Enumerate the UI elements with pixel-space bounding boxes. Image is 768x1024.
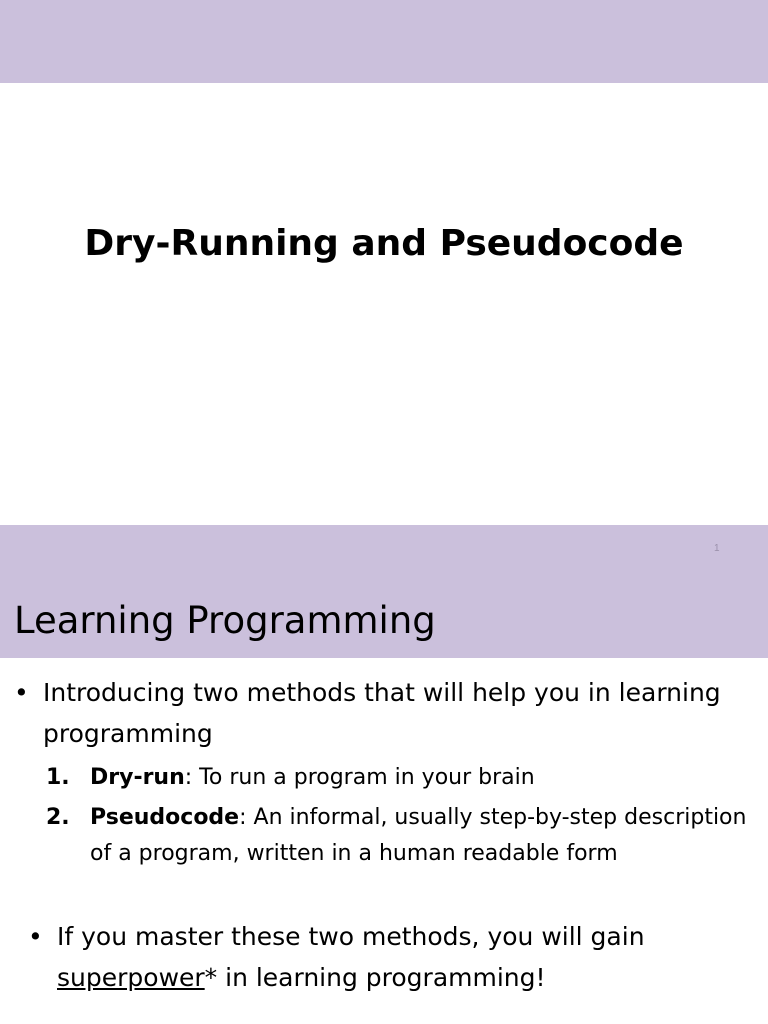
bullet-text-after: * in learning programming! [204, 963, 546, 992]
bullet-text: Introducing two methods that will help you in learning programming [43, 678, 721, 748]
item-description: : To run a program in your brain [184, 765, 535, 790]
bullet-text [28, 916, 758, 998]
slide-title: Dry-Running and Pseudocode [84, 223, 684, 264]
bullet-item [14, 672, 754, 754]
item-number: 2. [46, 805, 70, 830]
item-number: 1. [46, 765, 70, 790]
section-title: Learning Programming [14, 599, 436, 642]
top-header-band [0, 0, 768, 83]
numbered-item-pseudocode [46, 800, 758, 872]
bullet-icon: • [14, 678, 29, 707]
numbered-item-dry-run [46, 760, 758, 796]
bullet-icon: • [28, 922, 43, 951]
item-term: Dry-run [90, 765, 185, 790]
bullet-item-superpower [28, 916, 758, 998]
item-description: : An informal, usually step-by-step description of a program, written in a human readable form [90, 805, 747, 866]
numbered-list [46, 760, 758, 876]
underlined-term: superpower [57, 963, 205, 992]
item-term: Pseudocode [90, 805, 240, 830]
page-number: 1 [714, 543, 720, 554]
bullet-text-before: If you master these two methods, you will gain [57, 922, 645, 951]
